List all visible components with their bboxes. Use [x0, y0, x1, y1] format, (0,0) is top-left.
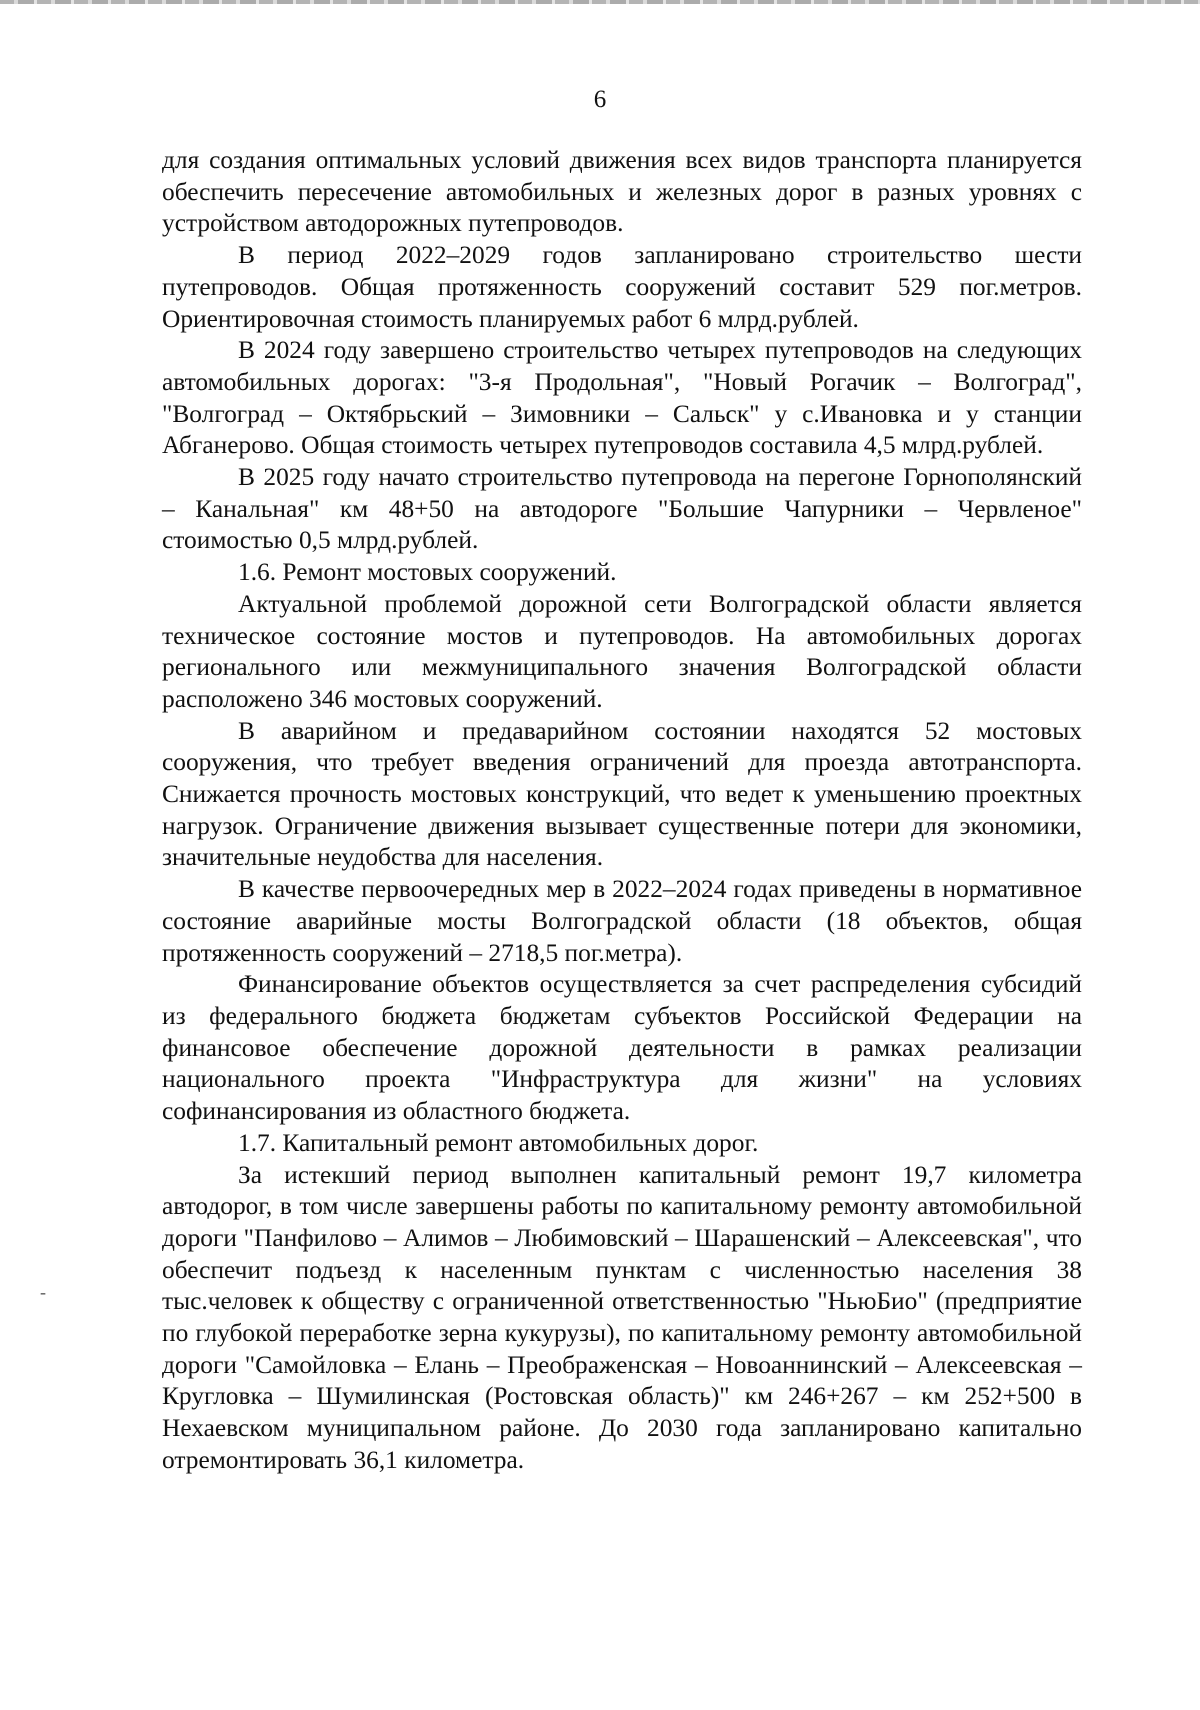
paragraph-overpasses-plan: В период 2022–2029 годов запланировано строительство шести путепроводов. Общая протяженность сооружений составит 529 пог.метров. Ориентировочная стоимость планируемых работ 6 млрд.рублей. [162, 241, 1082, 333]
paragraph-capital-repair: За истекший период выполнен капитальный ремонт 19,7 километра автодорог, в том числе завершены работы по капитальному ремонту автомобильной дороги "Панфилово – Алимов – Любимовский – Шарашенский – Алексеевская", что обеспечит подъезд к населенным пунктам с численностью населения 38 тыс.человек к обществу с ограниченной ответственностью "НьюБио" (предприятие по глубокой переработке зерна кукурузы), по капитальному ремонту автомобильной дороги "Самойловка – Елань – Преображенская – Новоаннинский – Алексеевская – Кругловка – Шумилинская (Ростовская область)" км 246+267 – км 252+500 в Нехаевском муниципальном районе. До 2030 года запланировано капитально отремонтировать 36,1 километра. [162, 1160, 1082, 1474]
section-heading-bridge-repair: 1.6. Ремонт мостовых сооружений. [238, 558, 617, 587]
paragraph-overpasses-2024: В 2024 году завершено строительство четырех путепроводов на следующих автомобильных дорогах: "3-я Продольная", "Новый Рогачик – Волгоград", "Волгоград – Октябрьский – Зимовники – Сальск" у с.Ивановка и у станции Абганерово. Общая стоимость четырех путепроводов составила 4,5 млрд.рублей. [162, 336, 1082, 460]
paragraph-bridge-condition: Актуальной проблемой дорожной сети Волгоградской области является техническое состояние мостов и путепроводов. На автомобильных дорогах регионального или межмуниципального значения Волгоградской области расположено 346 мостовых сооружений. [162, 589, 1082, 713]
paragraph-continuation: для создания оптимальных условий движения всех видов транспорта планируется обеспечить пересечение автомобильных и железных дорог в разных уровнях с устройством автодорожных путепроводов. [162, 146, 1082, 238]
paragraph-overpass-2025: В 2025 году начато строительство путепровода на перегоне Горнополянский – Канальная" км 48+50 на автодороге "Большие Чапурники – Червленое" стоимостью 0,5 млрд.рублей. [162, 463, 1082, 555]
scan-margin-mark: - [40, 1282, 46, 1302]
document-body [162, 145, 1082, 1477]
paragraph-financing: Финансирование объектов осуществляется за счет распределения субсидий из федерального бюджета бюджетам субъектов Российской Федерации на финансовое обеспечение дорожной деятельности в рамках реализации национального проекта "Инфраструктура для жизни" на условиях софинансирования из областного бюджета. [162, 970, 1082, 1126]
section-heading-capital-repair: 1.7. Капитальный ремонт автомобильных дорог. [238, 1128, 759, 1157]
paragraph-emergency-bridges: В аварийном и предаварийном состоянии находятся 52 мостовых сооружения, что требует введения ограничений для проезда автотранспорта. Снижается прочность мостовых конструкций, что ведет к уменьшению проектных нагрузок. Ограничение движения вызывает существенные потери для экономики, значительные неудобства для населения. [162, 716, 1082, 872]
paragraph-priority-measures: В качестве первоочередных мер в 2022–2024 годах приведены в нормативное состояние аварийные мосты Волгоградской области (18 объектов, общая протяженность сооружений – 2718,5 пог.метра). [162, 875, 1082, 967]
page-number: 6 [593, 86, 607, 113]
scan-top-edge [0, 0, 1200, 4]
